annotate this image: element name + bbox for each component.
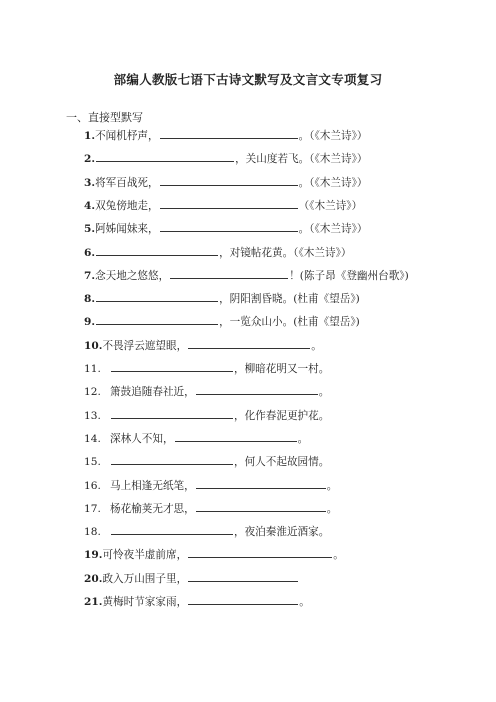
page-title: 部编人教版七语下古诗文默写及文言文专项复习 — [113, 72, 383, 87]
answer-blank[interactable] — [96, 149, 234, 162]
answer-blank[interactable] — [160, 196, 298, 209]
question-item — [84, 452, 329, 470]
question-item — [84, 196, 362, 214]
question-item — [84, 499, 337, 517]
question-text: 马上相逢无纸笔， — [110, 479, 195, 492]
answer-blank[interactable] — [111, 359, 233, 372]
answer-blank[interactable] — [160, 219, 298, 232]
question-item — [84, 266, 409, 284]
answer-blank[interactable] — [160, 173, 298, 186]
question-text: 阿姊闻妹来， — [95, 223, 159, 236]
question-text: 。 — [297, 432, 309, 445]
question-text: （《木兰诗》） — [298, 199, 363, 212]
answer-blank[interactable] — [111, 452, 233, 465]
question-text: 箫鼓追随春社近， — [110, 386, 195, 399]
answer-blank[interactable] — [96, 243, 218, 256]
question-item — [84, 336, 322, 354]
answer-blank[interactable] — [196, 382, 318, 395]
question-item — [84, 429, 308, 447]
question-text: 。（《木兰诗》） — [298, 176, 368, 189]
question-number: 21. — [84, 596, 103, 608]
answer-blank[interactable] — [188, 545, 332, 558]
question-text: ，阴阳割昏晓。(杜甫《望岳》) — [219, 293, 360, 306]
answer-blank[interactable] — [175, 429, 297, 442]
question-text: 。 — [299, 596, 310, 608]
question-text: 政入万山围子里， — [102, 572, 188, 585]
question-text: 将军百战死， — [95, 176, 159, 189]
question-text: 黄梅时节家家雨， — [102, 596, 188, 608]
question-text: 。 — [311, 339, 322, 352]
question-number: 2. — [84, 153, 96, 166]
answer-blank[interactable] — [170, 266, 288, 279]
question-item — [84, 476, 337, 494]
question-text: ，何人不起故园情。 — [234, 456, 330, 469]
question-item — [84, 243, 351, 261]
question-number: 17. — [84, 502, 101, 515]
question-item — [84, 149, 367, 167]
question-text: ，化作春泥更护花。 — [234, 409, 330, 422]
question-item — [84, 592, 310, 610]
question-item — [84, 219, 367, 237]
question-number: 5. — [84, 223, 96, 236]
answer-blank[interactable] — [111, 406, 233, 419]
question-text: 。 — [333, 549, 344, 562]
question-number: 3. — [84, 176, 96, 189]
answer-blank[interactable] — [160, 126, 298, 139]
question-number: 1. — [84, 130, 96, 142]
answer-blank[interactable] — [188, 592, 298, 605]
question-text: 可怜夜半虚前席， — [102, 549, 188, 562]
answer-blank[interactable] — [111, 522, 233, 535]
question-number: 20. — [84, 572, 103, 585]
question-item — [84, 126, 367, 144]
question-text: ，对镜帖花黄。（《木兰诗》） — [219, 246, 352, 259]
question-number: 6. — [84, 246, 96, 259]
answer-blank[interactable] — [96, 312, 218, 325]
question-number: 18. — [84, 526, 101, 539]
question-text: ，关山度若飞。（《木兰诗》） — [235, 153, 368, 166]
question-number: 19. — [84, 549, 103, 562]
question-number: 7. — [84, 269, 96, 282]
question-item — [84, 569, 299, 587]
question-text: 。（《木兰诗》） — [298, 130, 368, 142]
question-item — [84, 406, 329, 424]
question-text: 不闻机杼声， — [95, 130, 159, 142]
question-number: 14. — [84, 432, 101, 445]
question-item — [84, 359, 329, 377]
question-number: 15. — [84, 456, 101, 469]
question-number: 13. — [84, 409, 101, 422]
question-text: 。 — [326, 479, 338, 492]
question-number: 16. — [84, 479, 101, 492]
question-number: 8. — [84, 293, 96, 306]
question-text: 。 — [326, 502, 338, 515]
question-number: 9. — [84, 316, 96, 329]
question-item — [84, 382, 329, 400]
question-text: 杨花榆荚无才思， — [110, 502, 195, 515]
question-text: ，夜泊秦淮近酒家。 — [234, 526, 330, 539]
question-item — [84, 173, 367, 191]
answer-blank[interactable] — [196, 476, 326, 489]
question-text: 。（《木兰诗》） — [298, 223, 368, 236]
question-item — [84, 545, 344, 563]
question-text: 深林人不知， — [110, 432, 174, 445]
question-number: 4. — [84, 199, 96, 212]
section-heading: 一、直接型默写 — [66, 111, 143, 124]
question-item — [84, 522, 329, 540]
question-text: ，一览众山小。(杜甫《望岳》) — [219, 316, 360, 329]
question-text: 念天地之悠悠， — [95, 269, 170, 282]
answer-blank[interactable] — [188, 569, 298, 582]
question-text: ，柳暗花明又一村。 — [234, 363, 330, 375]
answer-blank[interactable] — [196, 499, 326, 512]
question-number: 10. — [84, 339, 103, 352]
question-text: 。 — [318, 386, 330, 399]
question-item — [84, 312, 360, 330]
question-number: 12. — [84, 386, 101, 399]
question-number: 11. — [84, 363, 101, 375]
answer-blank[interactable] — [188, 336, 310, 349]
answer-blank[interactable] — [96, 289, 218, 302]
question-item — [84, 289, 360, 307]
question-text: 双兔傍地走， — [95, 199, 159, 212]
question-text: 不畏浮云遮望眼， — [102, 339, 188, 352]
question-text: ！(陈子昂《登幽州台歌》) — [289, 269, 409, 282]
